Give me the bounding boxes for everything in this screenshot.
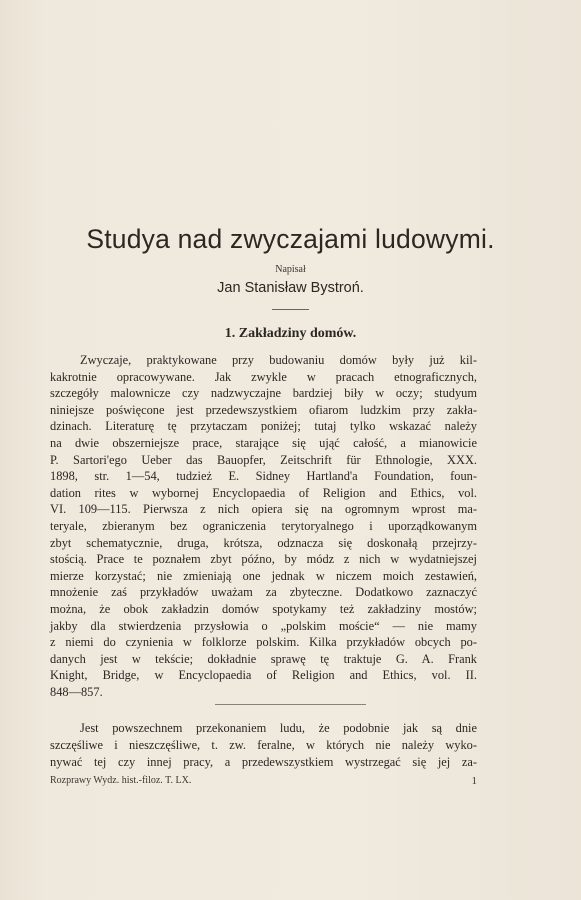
journal-reference: Rozprawy Wydz. hist.-filoz. T. LX. <box>50 775 192 786</box>
text-line: na dwie obszerniejsze prace, starające się ująć całość, a mianowicie <box>50 435 477 450</box>
text-line: danych jest w tekście; dokładnie sprawę tę traktuje G. A. Frank <box>50 651 477 666</box>
text-line: mnożenie zaś przykładów uważam za zbyteczne. Dodatkowo zaznaczyć <box>50 585 477 600</box>
section-heading: 1. Zakładziny domów. <box>224 326 357 341</box>
text-line: dation rites w wybornej Encyclopaedia of Religion and Ethics, vol. <box>50 485 477 500</box>
article-title: Studya nad zwyczajami ludowymi. <box>86 224 495 254</box>
page-number: 1 <box>471 775 477 787</box>
text-line: P. Sartori'ego Ueber das Bauopfer, Zeitschrift für Ethnologie, XXX. <box>50 452 477 467</box>
text-line: szczegóły malownicze czy nadzwyczajne bardziej biły w oczy; studyum <box>50 386 477 401</box>
text-line: teryale, zbieranym bez ograniczenia terytoryalnego i uporządkowanym <box>50 518 477 533</box>
text-line: dzinach. Literaturę tę przytaczam poniżej; tutaj tylko wskazać należy <box>50 419 477 434</box>
text-line: Zwyczaje, praktykowane przy budowaniu domów były już kil- <box>80 353 477 367</box>
byline-label: Napisał <box>275 264 306 275</box>
text-line: mierze korzystać; nie zmieniają one jednak w niczem moich zestawień, <box>50 568 477 583</box>
text-line: Jest powszechnem przekonaniem ludu, że podobnie jak są dnie <box>80 721 477 735</box>
text-line: kakrotnie opracowywane. Jak zwykle w pracach etnograficznych, <box>50 369 477 384</box>
paragraph-2 <box>50 720 477 771</box>
short-divider <box>272 309 309 310</box>
text-line: jakby dla stwierdzenia przysłowia o „polskim moście“ — nie mamy <box>50 618 477 633</box>
text-line: 1898, str. 1—54, tudzież E. Sidney Hartland'a Foundation, foun- <box>50 469 477 484</box>
long-divider <box>215 704 366 705</box>
text-line: VI. 109—115. Pierwsza z nich opiera się na ogromnym wprost ma- <box>50 502 477 517</box>
text-line: z niemi do czynienia w folklorze polskim. Kilka przykładów obcych po- <box>50 635 477 650</box>
text-line: zbyt schematycznie, druga, krótsza, odznacza się doskonałą przejrzy- <box>50 535 477 550</box>
text-line: niniejsze poświęcone jest przedewszystkiem ofiarom ludzkim przy zakła- <box>50 402 477 417</box>
paragraph-1 <box>50 352 477 700</box>
text-line: szczęśliwe i nieszczęśliwe, t. zw. feralne, w których nie należy wyko- <box>50 738 477 752</box>
text-line: stością. Prace te poznałem zbyt późno, by módz z nich w wydatniejszej <box>50 552 477 567</box>
author-name: Jan Stanisław Bystroń. <box>217 280 364 296</box>
text-line: Knight, Bridge, w Encyclopaedia of Religion and Ethics, vol. II. <box>50 668 477 683</box>
text-line: nywać tej czy innej pracy, a przedewszystkiem wystrzegać się jej za- <box>50 755 477 769</box>
text-line: 848—857. <box>50 684 103 699</box>
text-line: można, że obok zakładzin domów spotykamy też zakładziny mostów; <box>50 601 477 616</box>
